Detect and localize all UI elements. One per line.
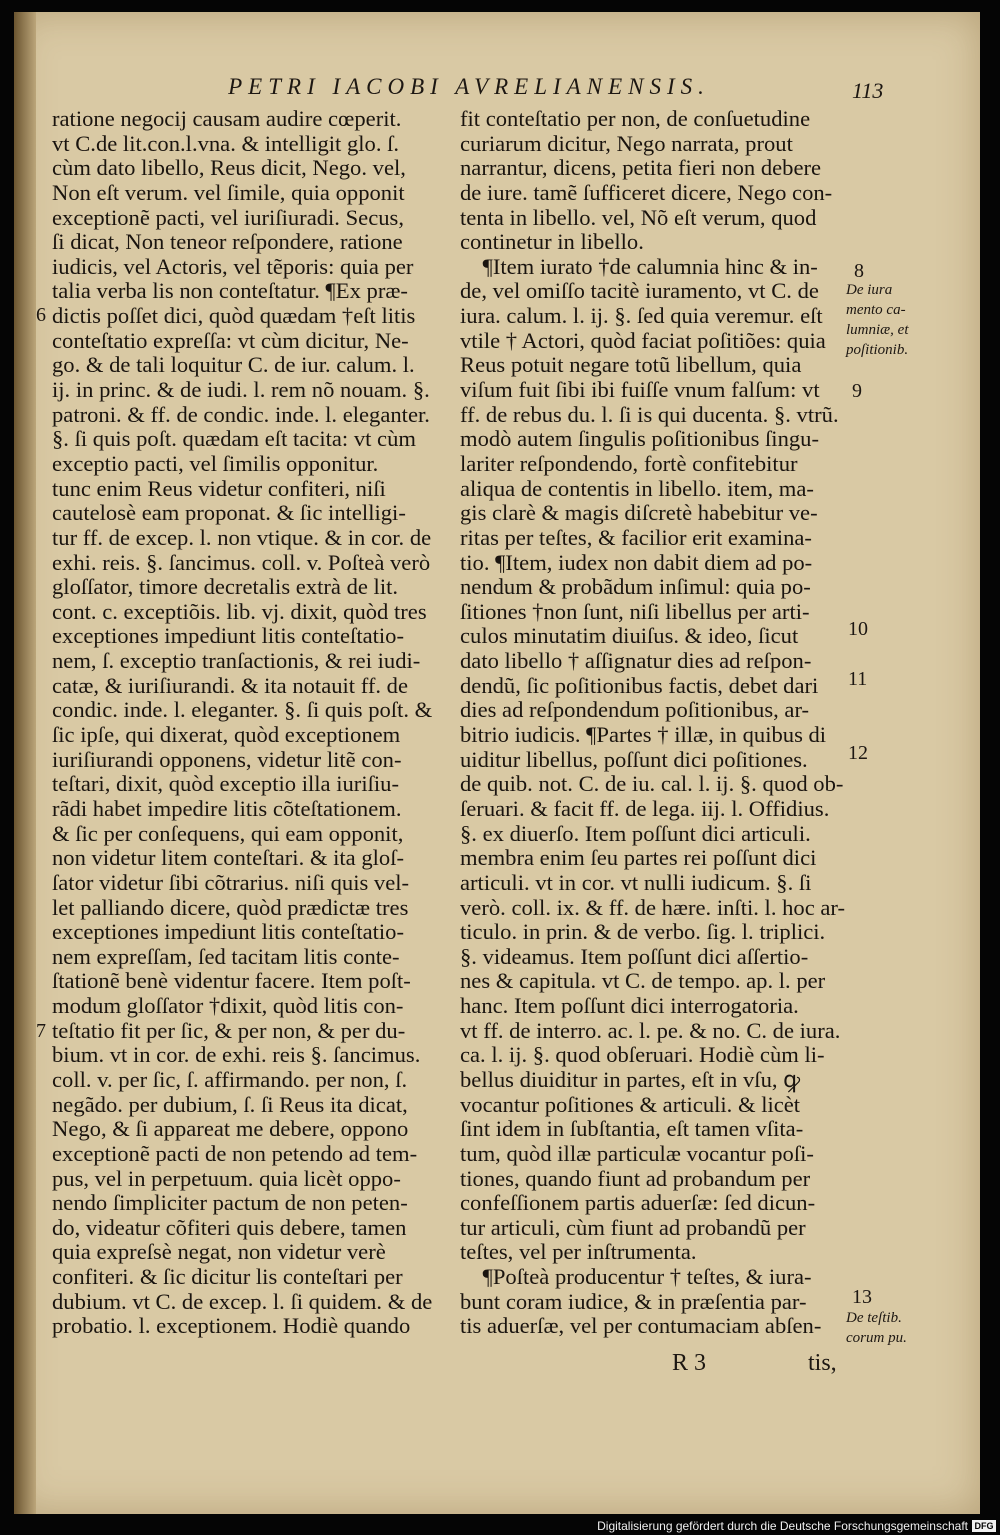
text-line: bunt coram iudice, & in præſentia par-	[460, 1288, 807, 1314]
text-line: tenta in libello. vel, Nõ eſt verum, quod	[460, 204, 817, 230]
text-line: modò autem ſingulis poſitionibus ſingu-	[460, 426, 819, 452]
text-line: modum gloſſator †dixit, quòd litis con-	[52, 993, 404, 1019]
text-line: ratione negocij causam audire cœperit.	[52, 106, 402, 131]
text-line: ſic ipſe, qui dixerat, quòd exceptionem	[52, 722, 401, 748]
text-line: ſator videtur ſibi cõtrarius. niſi quis vel-	[52, 869, 410, 895]
text-line: teſtatio fit per ſic, & per non, & per du-	[52, 1017, 406, 1043]
side-note-testibus: De teſtib. corum pu.	[846, 1310, 907, 1346]
text-line: let palliando dicere, quòd prædictæ tres	[52, 894, 409, 920]
text-line: aliqua de contentis in libello. item, ma-	[460, 475, 814, 501]
text-line: de iure. tamẽ ſufficeret dicere, Nego con-	[460, 179, 833, 205]
text-line: ff. de rebus du. l. ſi is qui ducenta. §. vtrũ.	[460, 401, 839, 427]
text-line: do, videatur cõfiteri quis debere, tamen	[52, 1214, 407, 1240]
folio-number: 113	[852, 78, 884, 103]
text-line: bellus diuiditur in partes, eſt in vſu, ꝙ	[460, 1066, 801, 1092]
text-line: exceptionẽ pacti de non petendo ad tem-	[52, 1140, 418, 1166]
text-line: nendo ſimpliciter pactum de non peten-	[52, 1190, 408, 1216]
text-line: tur ff. de excep. l. non vtique. & in cor. de	[52, 524, 432, 550]
text-line: coll. v. per ſic, ſ. affirmando. per non, ſ.	[52, 1066, 408, 1092]
text-line: go. & de tali loquitur C. de iur. calum. l.	[52, 352, 415, 378]
text-line: nes & capitula. vt C. de tempo. ap. l. per	[460, 968, 826, 994]
marginal-number-12: 12	[848, 742, 868, 764]
text-line: quia expreſsè negat, non videtur verè	[52, 1239, 386, 1265]
text-line: de quib. not. C. de iu. cal. l. ij. §. quod ob-	[460, 771, 844, 797]
text-line: Reus potuit negare totũ libellum, quia	[460, 352, 802, 378]
text-line: tiones, quando fiunt ad probandum per	[460, 1165, 811, 1191]
side-note-juramento: De iura mento ca- lumniæ, et poſitionib.	[846, 282, 909, 358]
text-line: conteſtatio expreſſa: vt cùm dicitur, Ne-	[52, 327, 409, 353]
text-line: condic. inde. l. eleganter. §. ſi quis poſt. &	[52, 697, 433, 723]
text-line: curiarum dicitur, Nego narrata, prout	[460, 130, 793, 156]
text-line: membra enim ſeu partes rei poſſunt dici	[460, 845, 817, 871]
text-line: verò. coll. ix. & ff. de hære. inſti. l. hoc ar-	[460, 894, 846, 920]
text-line: iuriſiurandi opponens, videtur litẽ con-	[52, 746, 402, 772]
text-line: tio. ¶Item, iudex non dabit diem ad po-	[460, 549, 813, 575]
text-line: vt C.de lit.con.l.vna. & intelligit glo. ſ.	[52, 130, 400, 156]
text-line: uiditur libellus, poſſunt dici poſitiones.	[460, 746, 808, 772]
text-column-right	[460, 107, 856, 1339]
text-line: non videtur litem conteſtari. & ita gloſ-	[52, 845, 405, 871]
book-page	[14, 12, 980, 1514]
marginal-number-8: 8	[854, 260, 864, 282]
text-line: §. videamus. Item poſſunt dici aſſertio-	[460, 943, 809, 969]
text-line: nendum & probãdum inſimul: quia po-	[460, 574, 811, 600]
signature-mark: R 3	[672, 1350, 707, 1376]
running-title: PETRI IACOBI AVRELIANENSIS.	[228, 74, 710, 99]
text-line: exceptio pacti, vel ſimilis opponitur.	[52, 450, 379, 476]
text-line: ſeruari. & facit ff. de lega. iij. l. Offidius.	[460, 795, 830, 821]
footer-bar	[0, 1518, 1000, 1535]
text-line: ritas per teſtes, & facilior erit examina-	[460, 524, 812, 550]
text-line: ſint idem in ſubſtantia, eſt tamen vſita-	[460, 1116, 804, 1142]
text-line: confiteri. & ſic dicitur lis conteſtari per	[52, 1264, 403, 1290]
text-line: exceptiones impediunt litis conteſtatio-	[52, 623, 405, 649]
text-line: exceptionẽ pacti, vel iuriſiuradi. Secus,	[52, 204, 404, 230]
text-line: narrantur, dicens, petita fieri non debere	[460, 155, 822, 181]
text-line: probatio. l. exceptionem. Hodiè quando	[52, 1313, 411, 1339]
text-line: iudicis, vel Actoris, vel tẽporis: quia per	[52, 253, 414, 279]
text-line: Non eſt verum. vel ſimile, quia opponit	[52, 179, 405, 205]
text-line: articuli. vt in cor. vt nulli iudicum. §. ſi	[460, 869, 812, 895]
text-line: ij. in princ. & de iudi. l. rem nõ nouam. §.	[52, 377, 430, 403]
marginal-number-11: 11	[848, 668, 868, 690]
text-line: Nego, & ſi appareat me debere, oppono	[52, 1116, 409, 1142]
text-line: culos minutatim diuiſus. & ideo, ſicut	[460, 623, 799, 649]
funding-credit: Digitalisierung gefördert durch die Deutsche Forschungsgemeinschaft	[597, 1519, 968, 1533]
text-line: §. ſi quis poſt. quædam eſt tacita: vt cùm	[52, 426, 416, 452]
text-line: bium. vt in cor. de exhi. reis §. ſancimus.	[52, 1042, 421, 1068]
text-line: vt ff. de interro. ac. l. pe. & no. C. de iura.	[460, 1017, 841, 1043]
text-line: fit conteſtatio per non, de conſuetudine	[460, 106, 811, 131]
text-line: exceptiones impediunt litis conteſtatio-	[52, 919, 405, 945]
text-line: bitrio iudicis. ¶Partes † illæ, in quibus di	[460, 722, 827, 748]
text-line: ca. l. ij. §. quod obſeruari. Hodiè cùm li-	[460, 1042, 825, 1068]
text-line: tunc enim Reus videtur confiteri, niſi	[52, 475, 386, 501]
text-line: tum, quòd illæ particulæ vocantur poſi-	[460, 1140, 814, 1166]
marginal-number-9: 9	[852, 380, 862, 402]
text-line: dies ad reſpondendum poſitionibus, ar-	[460, 697, 810, 723]
text-line: ſitiones †non ſunt, niſi libellus per arti-	[460, 598, 810, 624]
text-line: catæ, & iuriſiurandi. & ita notauit ff. de	[52, 672, 408, 698]
text-line: ticulo. in prin. & de verbo. ſig. l. triplici.	[460, 919, 826, 945]
text-column-left	[52, 107, 447, 1339]
text-line: teſtari, dixit, quòd exceptio illa iuriſiu-	[52, 771, 399, 797]
marginal-number-10: 10	[848, 618, 868, 640]
text-line: ¶Item iurato †de calumnia hinc & in-	[460, 253, 818, 279]
marginal-number-7: 7	[36, 1020, 46, 1042]
text-line: lariter reſpondendo, fortè confitebitur	[460, 450, 798, 476]
dfg-logo: DFG	[972, 1520, 996, 1532]
text-line: cùm dato libello, Reus dicit, Nego. vel,	[52, 155, 406, 181]
text-line: §. ex diuerſo. Item poſſunt dici articuli.	[460, 820, 811, 846]
marginal-number-6: 6	[36, 304, 46, 326]
text-line: dendũ, ſic poſitionibus factis, debet dari	[460, 672, 819, 698]
text-line: gis clarè & magis diſcretè habebitur ve-	[460, 500, 818, 526]
text-line: dato libello † aſſignatur dies ad reſpon-	[460, 648, 812, 674]
text-line: nem expreſſam, ſed tacitam litis conte-	[52, 943, 400, 969]
text-line: negãdo. per dubium, ſ. ſi Reus ita dicat,	[52, 1091, 408, 1117]
text-line: talia verba lis non conteſtatur. ¶Ex præ-	[52, 278, 408, 304]
text-line: continetur in libello.	[460, 229, 644, 255]
text-line: vtile † Actori, quòd faciat poſitiões: quia	[460, 327, 826, 353]
text-line: cont. c. exceptiõis. lib. vj. dixit, quòd tres	[52, 598, 427, 624]
text-line: ſi dicat, Non teneor reſpondere, ratione	[52, 229, 403, 255]
text-line: gloſſator, timore decretalis extrà de lit.	[52, 574, 399, 600]
catchword: tis,	[808, 1350, 837, 1376]
text-line: de, vel omiſſo tacitè iuramento, vt C. de	[460, 278, 819, 304]
text-line: viſum fuit ſibi ibi fuiſſe vnum falſum: vt	[460, 377, 820, 403]
text-line: vocantur poſitiones & articuli. & licèt	[460, 1091, 801, 1117]
text-line: hanc. Item poſſunt dici interrogatoria.	[460, 993, 799, 1019]
text-line: pus, vel in perpetuum. quia licèt oppo-	[52, 1165, 401, 1191]
text-line: & ſic per conſequens, qui eam opponit,	[52, 820, 404, 846]
text-line: teſtes, vel per inſtrumenta.	[460, 1239, 697, 1265]
text-line: ¶Poſteà producentur † teſtes, & iura-	[460, 1264, 812, 1290]
text-line: dubium. vt C. de excep. l. ſi quidem. & de	[52, 1288, 433, 1314]
text-line: tur articuli, cùm fiunt ad probandũ per	[460, 1214, 806, 1240]
text-line: confeſſionem partis aduerſæ: ſed dicun-	[460, 1190, 816, 1216]
text-line: nem, ſ. exceptio tranſactionis, & rei iudi-	[52, 648, 421, 674]
text-line: rãdi habet impedire litis cõteſtationem.	[52, 795, 402, 821]
text-line: patroni. & ff. de condic. inde. l. eleganter.	[52, 401, 430, 427]
text-line: tis aduerſæ, vel per contumaciam abſen-	[460, 1313, 822, 1339]
text-line: iura. calum. l. ij. §. ſed quia veremur. eſt	[460, 303, 823, 329]
text-line: dictis poſſet dici, quòd quædam †eſt litis	[52, 303, 416, 329]
text-line: exhi. reis. §. ſancimus. coll. v. Poſteà verò	[52, 549, 431, 575]
marginal-number-13: 13	[852, 1286, 872, 1308]
text-line: cautelosè eam proponat. & ſic intelligi-	[52, 500, 406, 526]
text-line: ſtationẽ benè videntur facere. Item poſt-	[52, 968, 411, 994]
